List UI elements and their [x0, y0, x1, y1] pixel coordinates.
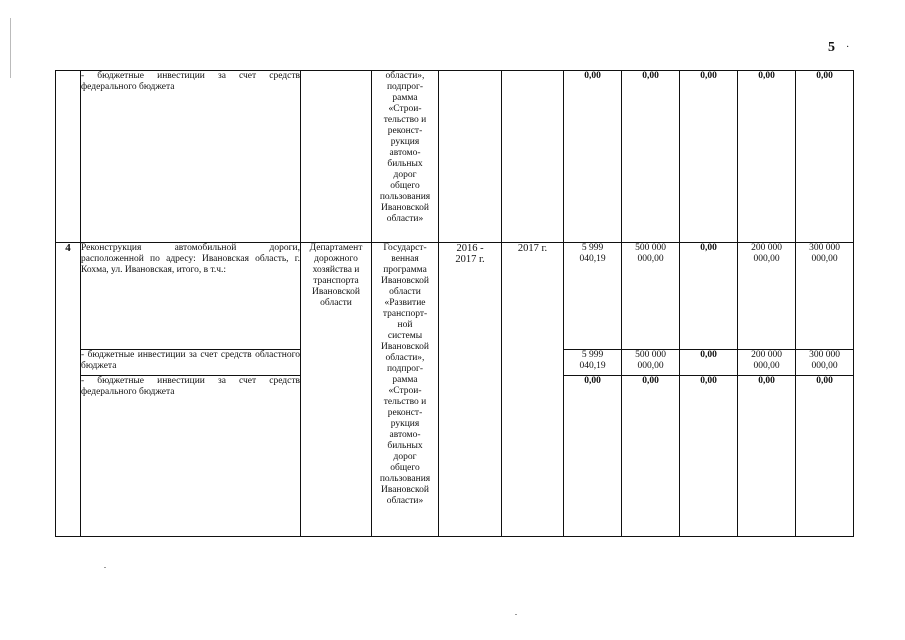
cell-name: Реконструкция автомобильной дороги, расположенной по адресу: Ивановская область, г. Кохма, ул. Ивановская, итого, в т.ч.: — [81, 243, 301, 350]
cell-year-empty — [502, 71, 564, 243]
cell-period-empty — [439, 71, 502, 243]
cell-value: 0,00 — [680, 350, 738, 376]
cell-value: 5 999 040,19 — [564, 243, 622, 350]
cell-value: 0,00 — [796, 71, 854, 243]
cell-value: 5 999 040,19 — [564, 350, 622, 376]
cell-period: 2016 - 2017 г. — [439, 243, 502, 537]
cell-value: 500 000 000,00 — [622, 243, 680, 350]
row-number: 4 — [56, 243, 81, 537]
investment-table — [55, 70, 854, 537]
cell-value: 500 000 000,00 — [622, 350, 680, 376]
cell-name: - бюджетные инвестиции за счет средств федерального бюджета — [81, 71, 301, 243]
cell-value: 0,00 — [622, 376, 680, 537]
cell-value: 0,00 — [796, 376, 854, 537]
cell-number-empty — [56, 71, 81, 243]
table-row-4-total — [56, 243, 854, 350]
cell-department-empty — [301, 71, 372, 243]
table-row-prev-federal — [56, 71, 854, 243]
cell-value: 0,00 — [564, 376, 622, 537]
cell-value: 300 000 000,00 — [796, 350, 854, 376]
cell-value: 0,00 — [680, 243, 738, 350]
scan-speck — [104, 567, 106, 568]
page-mark: · — [846, 42, 850, 53]
cell-department: Департамент дорожного хозяйства и транспорта Ивановской области — [301, 243, 372, 537]
cell-value: 0,00 — [738, 71, 796, 243]
cell-value: 0,00 — [564, 71, 622, 243]
cell-value: 300 000 000,00 — [796, 243, 854, 350]
cell-year: 2017 г. — [502, 243, 564, 537]
cell-name: - бюджетные инвестиции за счет средств федерального бюджета — [81, 376, 301, 537]
cell-value: 200 000 000,00 — [738, 350, 796, 376]
cell-name: - бюджетные инвестиции за счет средств областного бюджета — [81, 350, 301, 376]
cell-program: области», подпрог- рамма «Строи- тельство и реконст- рукция автомо- бильных дорог общего пользования Ивановской области» — [372, 71, 439, 243]
cell-value: 0,00 — [622, 71, 680, 243]
page-number: 5 — [828, 40, 835, 55]
cell-program: Государст- венная программа Ивановской области «Развитие транспорт- ной системы Ивановской области», подпрог- рамма «Строи- тельство и реконст- рукция автомо- бильных дорог общего пользования Ивановской области» — [372, 243, 439, 537]
cell-value: 200 000 000,00 — [738, 243, 796, 350]
scan-margin-line — [10, 18, 11, 78]
cell-value: 0,00 — [738, 376, 796, 537]
scan-speck — [515, 614, 517, 615]
cell-value: 0,00 — [680, 376, 738, 537]
cell-value: 0,00 — [680, 71, 738, 243]
